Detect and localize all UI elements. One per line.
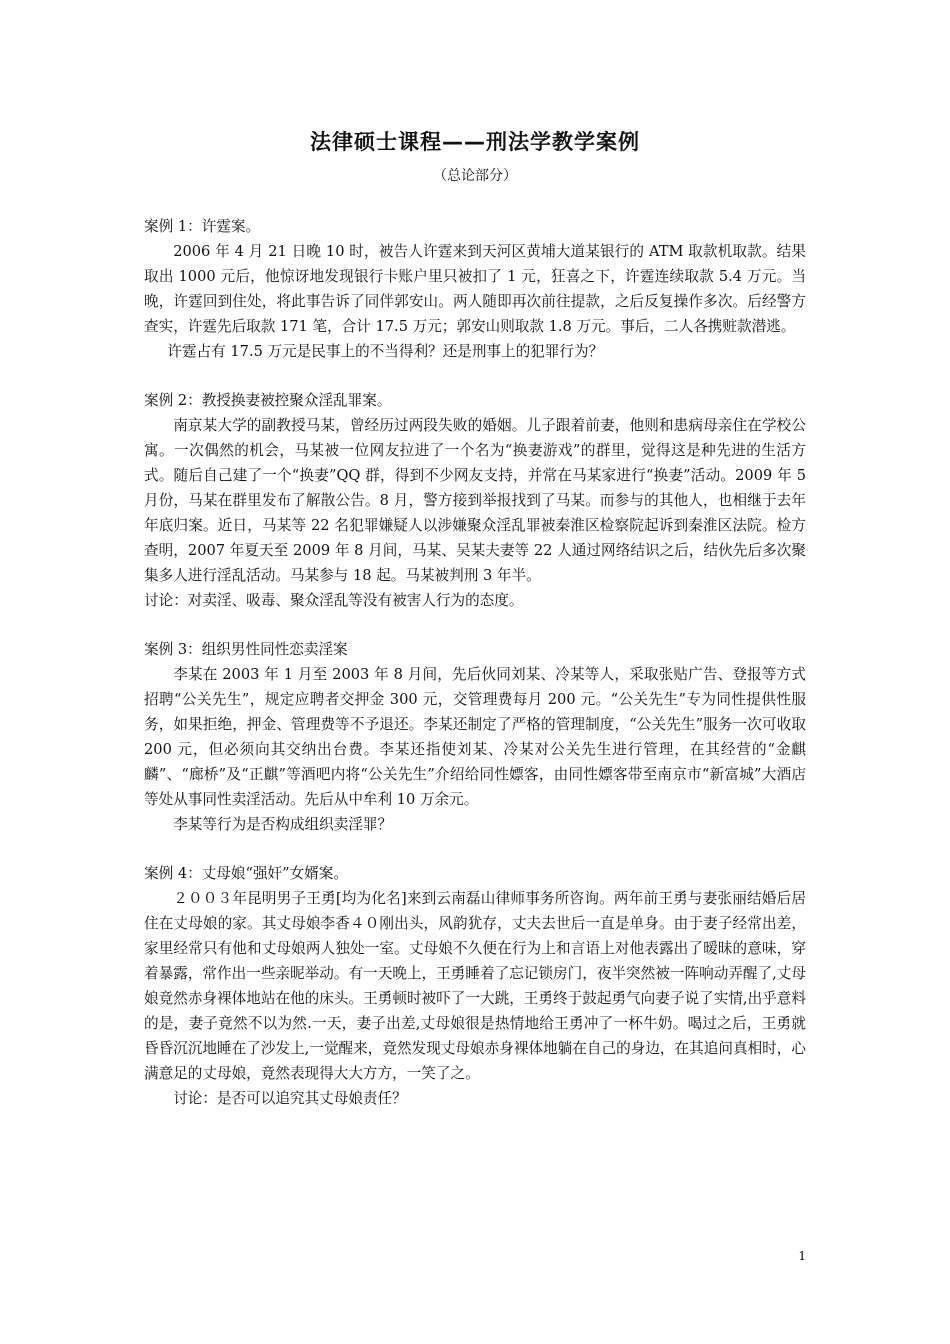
case-4 (144, 861, 806, 1111)
case-question: 许霆占有 17.5 万元是民事上的不当得利？还是刑事上的犯罪行为？ (167, 343, 604, 360)
case-question: 李某等行为是否构成组织卖淫罪？ (173, 816, 393, 833)
document-title: 法律硕士课程——刑法学教学案例 (310, 130, 640, 154)
case-body: 南京某大学的副教授马某，曾经历过两段失败的婚姻。儿子跟着前妻，他则和患病母亲住在学校公寓。一次偶然的机会，马某被一位网友拉进了一个名为“换妻游戏”的群里，觉得这是种先进的生活方式。随后自己建了一个“换妻”QQ 群，得到不少网友支持，并常在马某家进行“换妻”活动。2009 年 5 月份，马某在群里发布了解散公告。8 月，警方接到举报找到了马某。而参与的其他人，也相继于去年年底归案。近日，马某等 22 名犯罪嫌疑人以涉嫌聚众淫乱罪被秦淮区检察院起诉到秦淮区法院。检方查明，2007 年夏天至 2009 年 8 月间，马某、吴某夫妻等 22 人通过网络结识之后，结伙先后多次聚集多人进行淫乱活动。马某参与 18 起。马某被判刑 3 年半。 (144, 417, 806, 584)
case-question: 讨论：对卖淫、吸毒、聚众淫乱等没有被害人行为的态度。 (144, 592, 524, 609)
case-2 (144, 388, 806, 613)
case-question: 讨论：是否可以追究其丈母娘责任？ (173, 1090, 407, 1107)
document-body (144, 214, 806, 1135)
case-heading: 案例 3：组织男性同性恋卖淫案 (144, 641, 348, 658)
case-body: 李某在 2003 年 1 月至 2003 年 8 月间，先后伙同刘某、冷某等人，采取张贴广告、登报等方式招聘“公关先生”，规定应聘者交押金 300 元，交管理费每月 200 元。“公关先生”专为同性提供性服务，如果拒绝，押金、管理费等不予退还。李某还制定了严格的管理制度，“公关先生”服务一次可收取 200 元，但必须向其交纳出台费。李某还指使刘某、冷某对公关先生进行管理，在其经营的“金麒麟”、“廊桥”及“正麒”等酒吧内将“公关先生”介绍给同性嫖客，由同性嫖客带至南京市“新富城”大酒店等处从事同性卖淫活动。先后从中牟利 10 万余元。 (144, 666, 806, 808)
page-number: 1 (798, 1249, 806, 1263)
case-body: 2006 年 4 月 21 日晚 10 时，被告人许霆来到天河区黄埔大道某银行的 ATM 取款机取款。结果取出 1000 元后，他惊讶地发现银行卡账户里只被扣了 1 元，狂喜之下，许霆连续取款 5.4 万元。当晚，许霆回到住处，将此事告诉了同伴郭安山。两人随即再次前往提款，之后反复操作多次。后经警方查实，许霆先后取款 171 笔，合计 17.5 万元；郭安山则取款 1.8 万元。事后，二人各携赃款潜逃。 (144, 243, 806, 335)
case-heading: 案例 4：丈母娘“强奸”女婿案。 (144, 865, 348, 882)
case-1 (144, 214, 806, 364)
document-subtitle: （总论部分） (433, 168, 517, 184)
case-heading: 案例 1：许霆案。 (144, 218, 261, 235)
case-body: ２００３年昆明男子王勇[均为化名]来到云南磊山律师事务所咨询。两年前王勇与妻张丽结婚后居住在丈母娘的家。其丈母娘李香４０刚出头，风韵犹存，丈夫去世后一直是单身。由于妻子经常出差，家里经常只有他和丈母娘两人独处一室。丈母娘不久便在行为上和言语上对他表露出了暧昧的意味，穿着暴露，常作出一些亲昵举动。有一天晚上，王勇睡着了忘记锁房门，夜半突然被一阵响动弄醒了,丈母娘竟然赤身裸体地站在他的床头。王勇顿时被吓了一大跳，王勇终于鼓起勇气向妻子说了实情,出乎意料的是，妻子竟然不以为然.一天，妻子出差,丈母娘很是热情地给王勇冲了一杯牛奶。喝过之后，王勇就昏昏沉沉地睡在了沙发上,一觉醒来，竟然发现丈母娘赤身裸体地躺在自己的身边，在其追问真相时，心满意足的丈母娘，竟然表现得大大方方，一笑了之。 (144, 890, 806, 1082)
case-3 (144, 637, 806, 837)
case-heading: 案例 2：教授换妻被控聚众淫乱罪案。 (144, 392, 392, 409)
